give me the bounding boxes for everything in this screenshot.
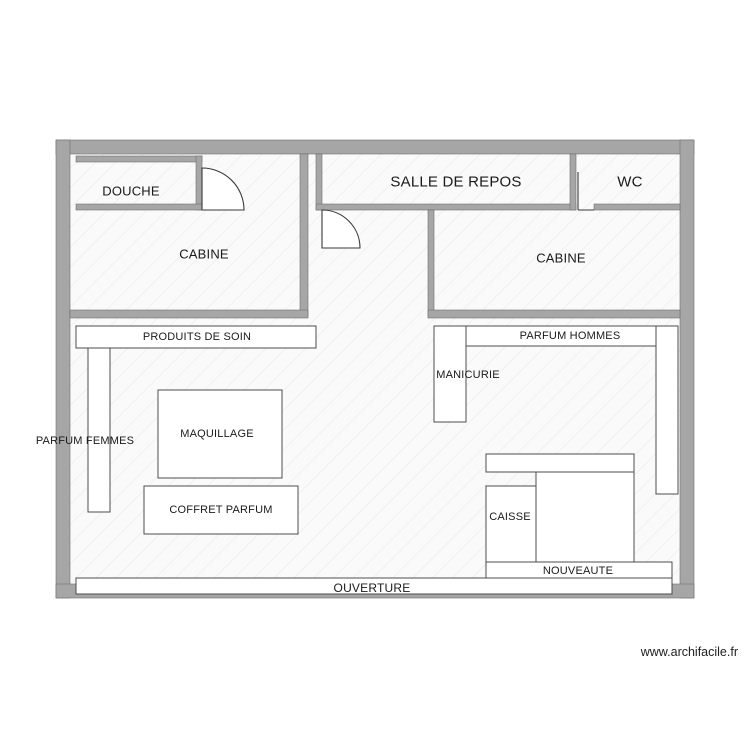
nouveaute-counter-bottom xyxy=(486,562,672,580)
fixtures-label-manicurie: MANICURIE xyxy=(436,369,500,381)
fixtures-label-parfum-hommes: PARFUM HOMMES xyxy=(519,330,621,342)
maquillage-island xyxy=(158,390,282,478)
fixtures-label-coffret-parfum: COFFRET PARFUM xyxy=(169,504,273,516)
rooms-label-wc: WC xyxy=(617,173,643,191)
fixtures-label-ouverture: OUVERTURE xyxy=(333,581,411,595)
nouveaute-block xyxy=(536,472,634,562)
rooms-label-salle-de-repos: SALLE DE REPOS xyxy=(390,173,522,191)
fixtures-label-caisse: CAISSE xyxy=(489,511,531,523)
coffret-parfum-island xyxy=(144,486,298,534)
fixtures-label-parfum-femmes: PARFUM FEMMES xyxy=(35,435,135,447)
rooms-label-douche: DOUCHE xyxy=(102,183,160,199)
fixtures-label-nouveaute: NOUVEAUTE xyxy=(542,565,614,577)
produits-de-soin-counter xyxy=(76,326,316,348)
parfum-hommes-side xyxy=(656,326,678,494)
manicurie-counter xyxy=(434,326,466,422)
site-credit: www.archifacile.fr xyxy=(640,645,738,659)
fixtures-label-produits-de-soin: PRODUITS DE SOIN xyxy=(142,331,252,343)
parfum-femmes-counter xyxy=(88,348,110,512)
rooms-label-cabine-2: CABINE xyxy=(536,250,586,266)
rooms-label-cabine: CABINE xyxy=(179,246,229,262)
fixtures-label-maquillage: MAQUILLAGE xyxy=(180,428,254,440)
parfum-hommes-counter xyxy=(466,326,674,346)
caisse-counter xyxy=(486,486,536,562)
ouverture-band xyxy=(76,578,672,594)
nouveaute-counter-top xyxy=(486,454,634,472)
